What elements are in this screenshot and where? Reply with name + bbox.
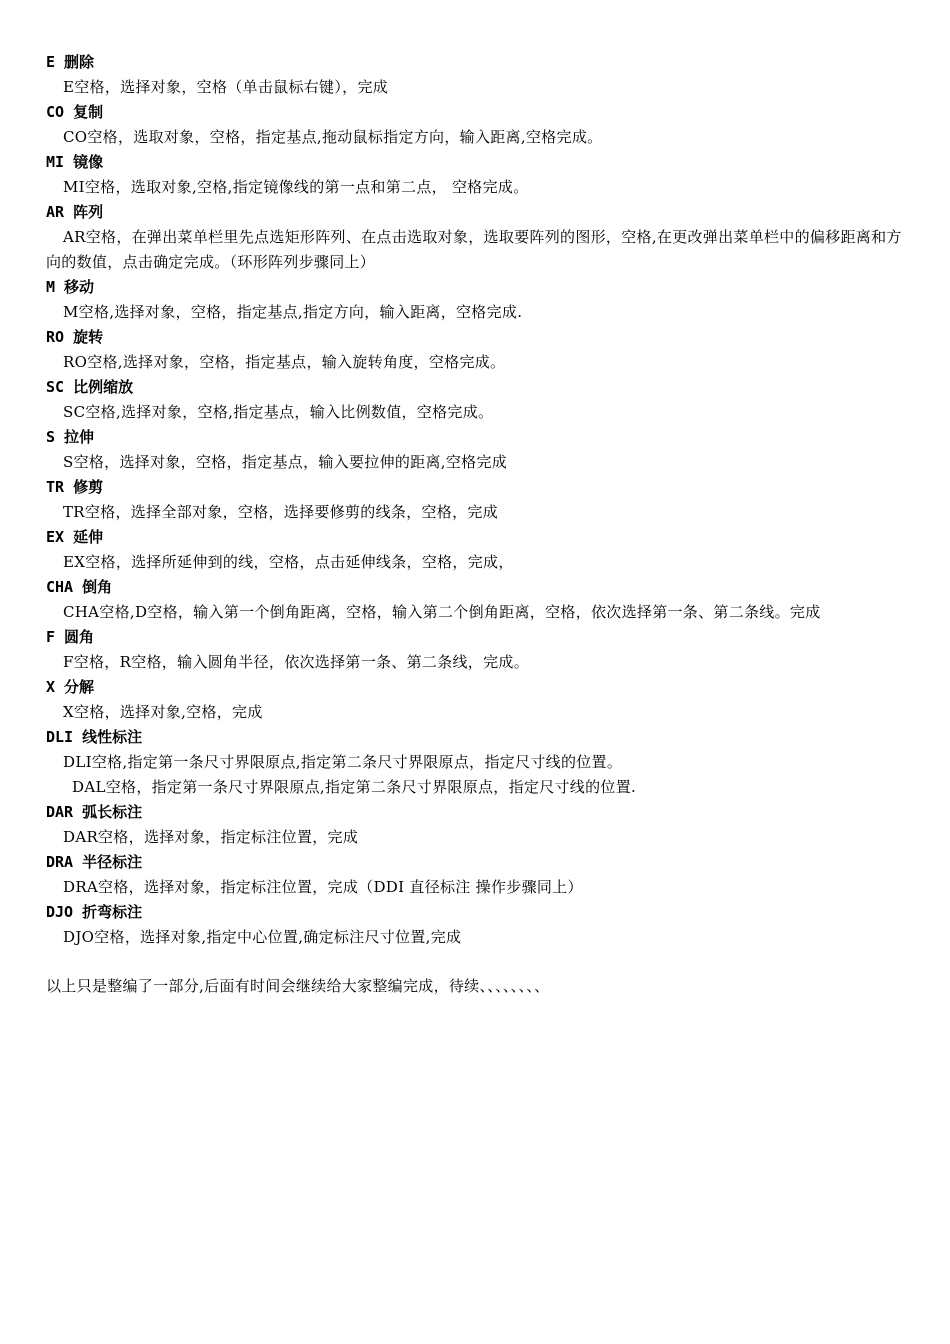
command-dli (46, 725, 908, 800)
command-title: SC 比例缩放 (46, 378, 134, 396)
command-cha (46, 575, 908, 625)
command-description: S空格，选择对象，空格，指定基点，输入要拉伸的距离,空格完成 (63, 453, 508, 471)
command-co (46, 100, 908, 150)
command-s (46, 425, 908, 475)
command-title: E 删除 (46, 53, 95, 71)
command-dra (46, 850, 908, 900)
command-description: EX空格，选择所延伸到的线，空格，点击延伸线条，空格，完成， (63, 553, 514, 571)
command-description: TR空格，选择全部对象，空格，选择要修剪的线条，空格，完成 (63, 503, 499, 521)
command-m (46, 275, 908, 325)
command-description: CO空格，选取对象，空格，指定基点,拖动鼠标指定方向，输入距离,空格完成。 (63, 128, 603, 146)
command-title: DRA 半径标注 (46, 853, 143, 871)
command-f (46, 625, 908, 675)
command-title: DAR 弧长标注 (46, 803, 143, 821)
command-description: E空格，选择对象，空格（单击鼠标右键），完成 (63, 78, 389, 96)
command-x (46, 675, 908, 725)
command-title: AR 阵列 (46, 203, 104, 221)
command-title: MI 镜像 (46, 153, 104, 171)
command-e (46, 50, 908, 100)
command-title: RO 旋转 (46, 328, 104, 346)
command-description: F空格，R空格，输入圆角半径，依次选择第一条、第二条线，完成。 (63, 653, 530, 671)
command-djo (46, 900, 908, 950)
command-tr (46, 475, 908, 525)
command-title: EX 延伸 (46, 528, 104, 546)
command-description: CHA空格,D空格，输入第一个倒角距离，空格，输入第二个倒角距离，空格，依次选择第一条、第二条线。完成 (63, 603, 821, 621)
command-description: DLI空格,指定第一条尺寸界限原点,指定第二条尺寸界限原点，指定尺寸线的位置。 (63, 753, 623, 771)
command-title: CO 复制 (46, 103, 104, 121)
command-dar (46, 800, 908, 850)
command-description: M空格,选择对象，空格，指定基点,指定方向，输入距离，空格完成. (63, 303, 523, 321)
command-description: DAR空格，选择对象，指定标注位置，完成 (63, 828, 359, 846)
command-ex (46, 525, 908, 575)
command-title: TR 修剪 (46, 478, 104, 496)
command-title: M 移动 (46, 278, 95, 296)
document-page (46, 50, 908, 999)
footer-note: 以上只是整编了一部分,后面有时间会继续给大家整编完成，待续、、、、、、、、 (46, 977, 550, 995)
command-mi (46, 150, 908, 200)
command-title: DLI 线性标注 (46, 728, 143, 746)
command-description: SC空格,选择对象，空格,指定基点，输入比例数值，空格完成。 (63, 403, 494, 421)
command-sc (46, 375, 908, 425)
command-description: RO空格,选择对象，空格，指定基点，输入旋转角度，空格完成。 (63, 353, 506, 371)
command-ar (46, 200, 908, 275)
command-title: F 圆角 (46, 628, 95, 646)
command-ro (46, 325, 908, 375)
command-title: DJO 折弯标注 (46, 903, 143, 921)
command-description: DRA空格，选择对象，指定标注位置，完成（DDI 直径标注 操作步骤同上） (63, 878, 583, 896)
command-description: X空格，选择对象,空格，完成 (63, 703, 263, 721)
command-title: S 拉伸 (46, 428, 95, 446)
command-title: X 分解 (46, 678, 95, 696)
command-description: MI空格，选取对象,空格,指定镜像线的第一点和第二点， 空格完成。 (63, 178, 529, 196)
command-title: CHA 倒角 (46, 578, 113, 596)
command-description-extra: DAL空格，指定第一条尺寸界限原点,指定第二条尺寸界限原点，指定尺寸线的位置. (72, 778, 637, 796)
command-description: AR空格，在弹出菜单栏里先点选矩形阵列、在点击选取对象，选取要阵列的图形，空格,在更改弹出菜单栏中的偏移距离和方向的数值，点击确定完成。（环形阵列步骤同上） (46, 228, 902, 271)
command-description: DJO空格，选择对象,指定中心位置,确定标注尺寸位置,完成 (63, 928, 462, 946)
